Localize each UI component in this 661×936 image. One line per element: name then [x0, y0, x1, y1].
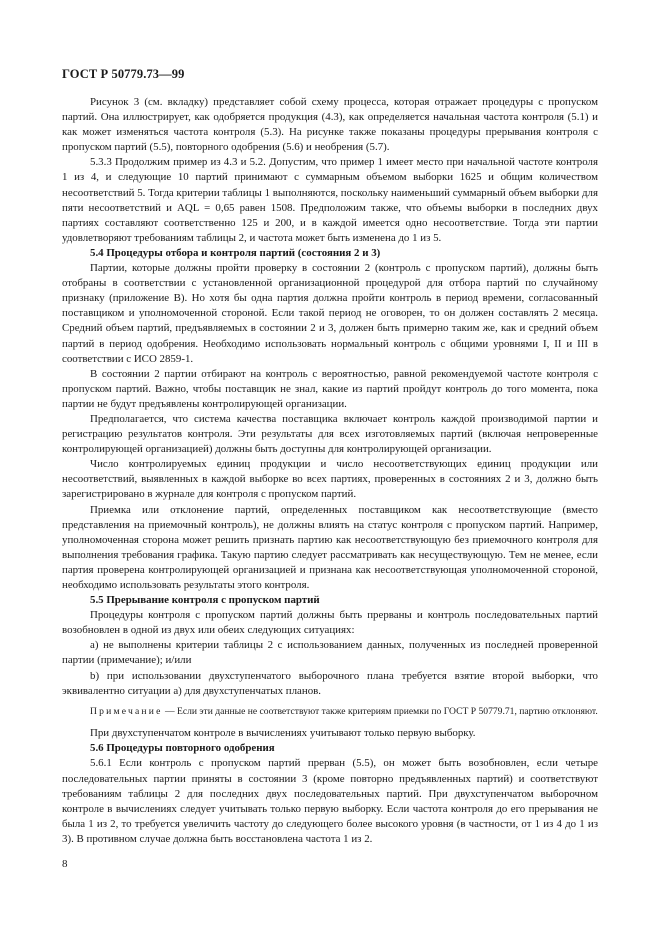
paragraph-5-4-a: Партии, которые должны пройти проверку в состоянии 2 (контроль с пропуском партий), должны быть отобраны в соответствии с установленной организационной процедурой для отбора партий по случайному признаку (приложение В). Но хотя бы одна партия должна пройти контроль в период времени, согласованный поставщиком и уполномоченной стороной. Если такой период не оговорен, то он должен составлять 2 месяца. Средний объем партий, предъявляемых в состоянии 2 и 3, должен быть примерно таким же, как и средний объем партий в период одобрения. Необходимо использовать нормальный контроль с общими уровнями I, II и III в соответствии с ИСО 2859-1.	[62, 262, 598, 365]
list-item-b: b) при использовании двухступенчатого выборочного плана требуется взятие второй выборки, что эквивалентно ситуации а) для двухступенчатых планов.	[62, 669, 598, 697]
paragraph-5-4-e: Приемка или отклонение партий, определенных поставщиком как несоответствующие (вместо представления на приемочный контроль), не должны влиять на статус контроля с пропуском партий. Например, уполномоченная сторона может решить признать партию как несоответствующую без приемочного контроля для выполнения требования графика. Такую партию следует рассматривать как несуществующую. Тем не менее, если партия проверена контролирующей организацией и признана как несоответствующая уполномоченной стороной, необходимо использовать результаты этого контроля.	[62, 503, 598, 591]
note	[62, 705, 598, 719]
paragraph-5-3-3: 5.3.3 Продолжим пример из 4.3 и 5.2. Допустим, что пример 1 имеет место при начальной частоте контроля 1 из 4, и следующие 10 партий принимают с суммарным объемом выборки 1625 и общим количеством несоответствий 5. Тогда критерии таблицы 1 выполняются, поскольку наименьший суммарный объем выборки для пяти несоответствий и AQL = 0,65 равен 1508. Предположим также, что объемы выборки в последних двух партиях составляют соответственно 125 и 200, и в каждой имеется одно несоответствие. Тогда эти партии удовлетворяют требованиям таблицы 2, и частота может быть изменена до 1 из 5.	[62, 156, 598, 244]
paragraph-5-6-1: 5.6.1 Если контроль с пропуском партий прерван (5.5), он может быть возобновлен, если четыре последовательных партии приняты в состоянии 3 (кроме повторно предъявленных партий) и соответствуют требованиям таблицы 2 для последних двух последовательных партий. При двухступенчатом выборочном контроле в вычислениях следует учитывать только первую выборку. Если частота контроля до его прерывания не была 1 из 2, то требуется увеличить частоту до следующего более высокого уровня (в частности, от 1 из 4 до 1 из 3). В противном случае должна быть восстановлена частота 1 из 2.	[62, 757, 598, 845]
document-body	[62, 95, 598, 847]
paragraph-5-5-a: Процедуры контроля с пропуском партий должны быть прерваны и контроль последовательных партий возобновлен в одной из двух или обеих следующих ситуациях:	[62, 609, 598, 637]
paragraph-5-4-b: В состоянии 2 партии отбирают на контроль с вероятностью, равной рекомендуемой частоте контроля с пропуском партий. Важно, чтобы поставщик не знал, какие из партий пройдут контроль до того момента, пока партии не будут предъявлены контролирующей организации.	[62, 367, 598, 410]
document-header: ГОСТ Р 50779.73—99	[62, 67, 185, 81]
paragraph-5-4-d: Число контролируемых единиц продукции и число несоответствующих единиц продукции или несоответствий, выявленных в каждой выборке во всех партиях, проверенных в состояниях 2 и 3, должно быть зарегистрировано в журнале для контроля с пропуском партий.	[62, 458, 598, 501]
paragraph-5-4-c: Предполагается, что система качества поставщика включает контроль каждой производимой партии и регистрацию результатов контроля. Эти результаты для всех изготовляемых партий (включая непроверенные контролирующей организацией) должны быть доступны для контролирующей организации.	[62, 412, 598, 456]
section-heading-5-4: 5.4 Процедуры отбора и контроля партий (состояния 2 и 3)	[90, 246, 381, 259]
section-heading-5-5: 5.5 Прерывание контроля с пропуском партий	[90, 594, 320, 607]
note-label: Примечание	[90, 705, 163, 717]
paragraph-figure-3: Рисунок 3 (см. вкладку) представляет собой схему процесса, которая отражает процедуры с пропуском партий. Она иллюстрирует, как одобряется продукция (4.3), как определяется начальная частота контроля (5.1) и как может изменяться частота контроля (5.3). На рисунке также показаны процедуры прерывания контроля с пропуском партий (5.5), повторного одобрения (5.6) и необрения (5.7).	[62, 96, 598, 154]
page-number: 8	[62, 858, 68, 870]
note-text: — Если эти данные не соответствуют также критериям приемки по ГОСТ Р 50779.71, партию отклоняют.	[162, 705, 598, 717]
list-item-a: а) не выполнены критерии таблицы 2 с использованием данных, полученных из последней проверенной партии (примечание); и/или	[62, 639, 598, 667]
section-heading-5-6: 5.6 Процедуры повторного одобрения	[90, 742, 275, 755]
paragraph-two-stage: При двухступенчатом контроле в вычислениях учитывают только первую выборку.	[90, 727, 476, 740]
